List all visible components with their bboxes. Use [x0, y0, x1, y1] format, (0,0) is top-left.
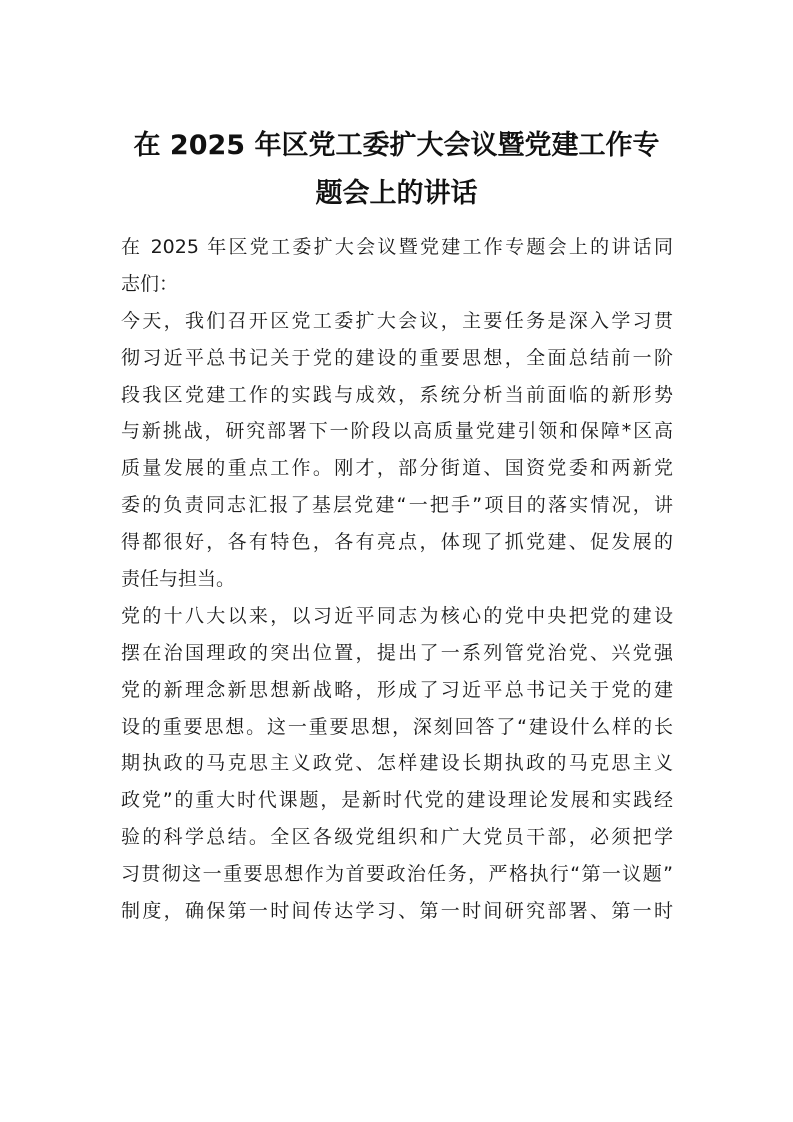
title-line-1: 在 2025 年区党工委扩大会议暨党建工作专 [133, 130, 660, 161]
body-line: 设的重要思想。这一重要思想，深刻回答了“建设什么样的长 [121, 715, 673, 738]
body-line: 期执政的马克思主义政党、怎样建设长期执政的马克思主义 [121, 752, 673, 775]
body-line: 验的科学总结。全区各级党组织和广大党员干部，必须把学 [121, 826, 673, 849]
body-line: 党的新理念新思想新战略，形成了习近平总书记关于党的建 [121, 678, 673, 701]
body-line: 习贯彻这一重要思想作为首要政治任务，严格执行“第一议题” [121, 863, 673, 886]
body-line: 彻习近平总书记关于党的建设的重要思想，全面总结前一阶 [121, 346, 673, 369]
body-line: 责任与担当。 [121, 568, 236, 591]
body-line: 委的负责同志汇报了基层党建“一把手”项目的落实情况，讲 [121, 494, 673, 517]
body-line: 党的十八大以来，以习近平同志为核心的党中央把党的建设 [121, 604, 673, 627]
body-line: 段我区党建工作的实践与成效，系统分析当前面临的新形势 [121, 383, 673, 406]
body-line: 志们： [121, 272, 179, 295]
document-body [121, 229, 673, 930]
body-line: 得都很好，各有特色，各有亮点，体现了抓党建、促发展的 [121, 531, 673, 554]
body-line: 在 2025 年区党工委扩大会议暨党建工作专题会上的讲话同 [121, 236, 673, 258]
title-line-2: 题会上的讲话 [315, 178, 478, 209]
body-line: 制度，确保第一时间传达学习、第一时间研究部署、第一时 [121, 900, 673, 923]
body-line: 今天，我们召开区党工委扩大会议，主要任务是深入学习贯 [121, 309, 673, 332]
body-line: 质量发展的重点工作。刚才，部分街道、国资党委和两新党 [121, 457, 673, 480]
body-line: 与新挑战，研究部署下一阶段以高质量党建引领和保障*区高 [121, 420, 673, 443]
body-line: 摆在治国理政的突出位置，提出了一系列管党治党、兴党强 [121, 641, 673, 664]
body-line: 政党”的重大时代课题，是新时代党的建设理论发展和实践经 [121, 789, 673, 812]
document-title [90, 122, 703, 218]
